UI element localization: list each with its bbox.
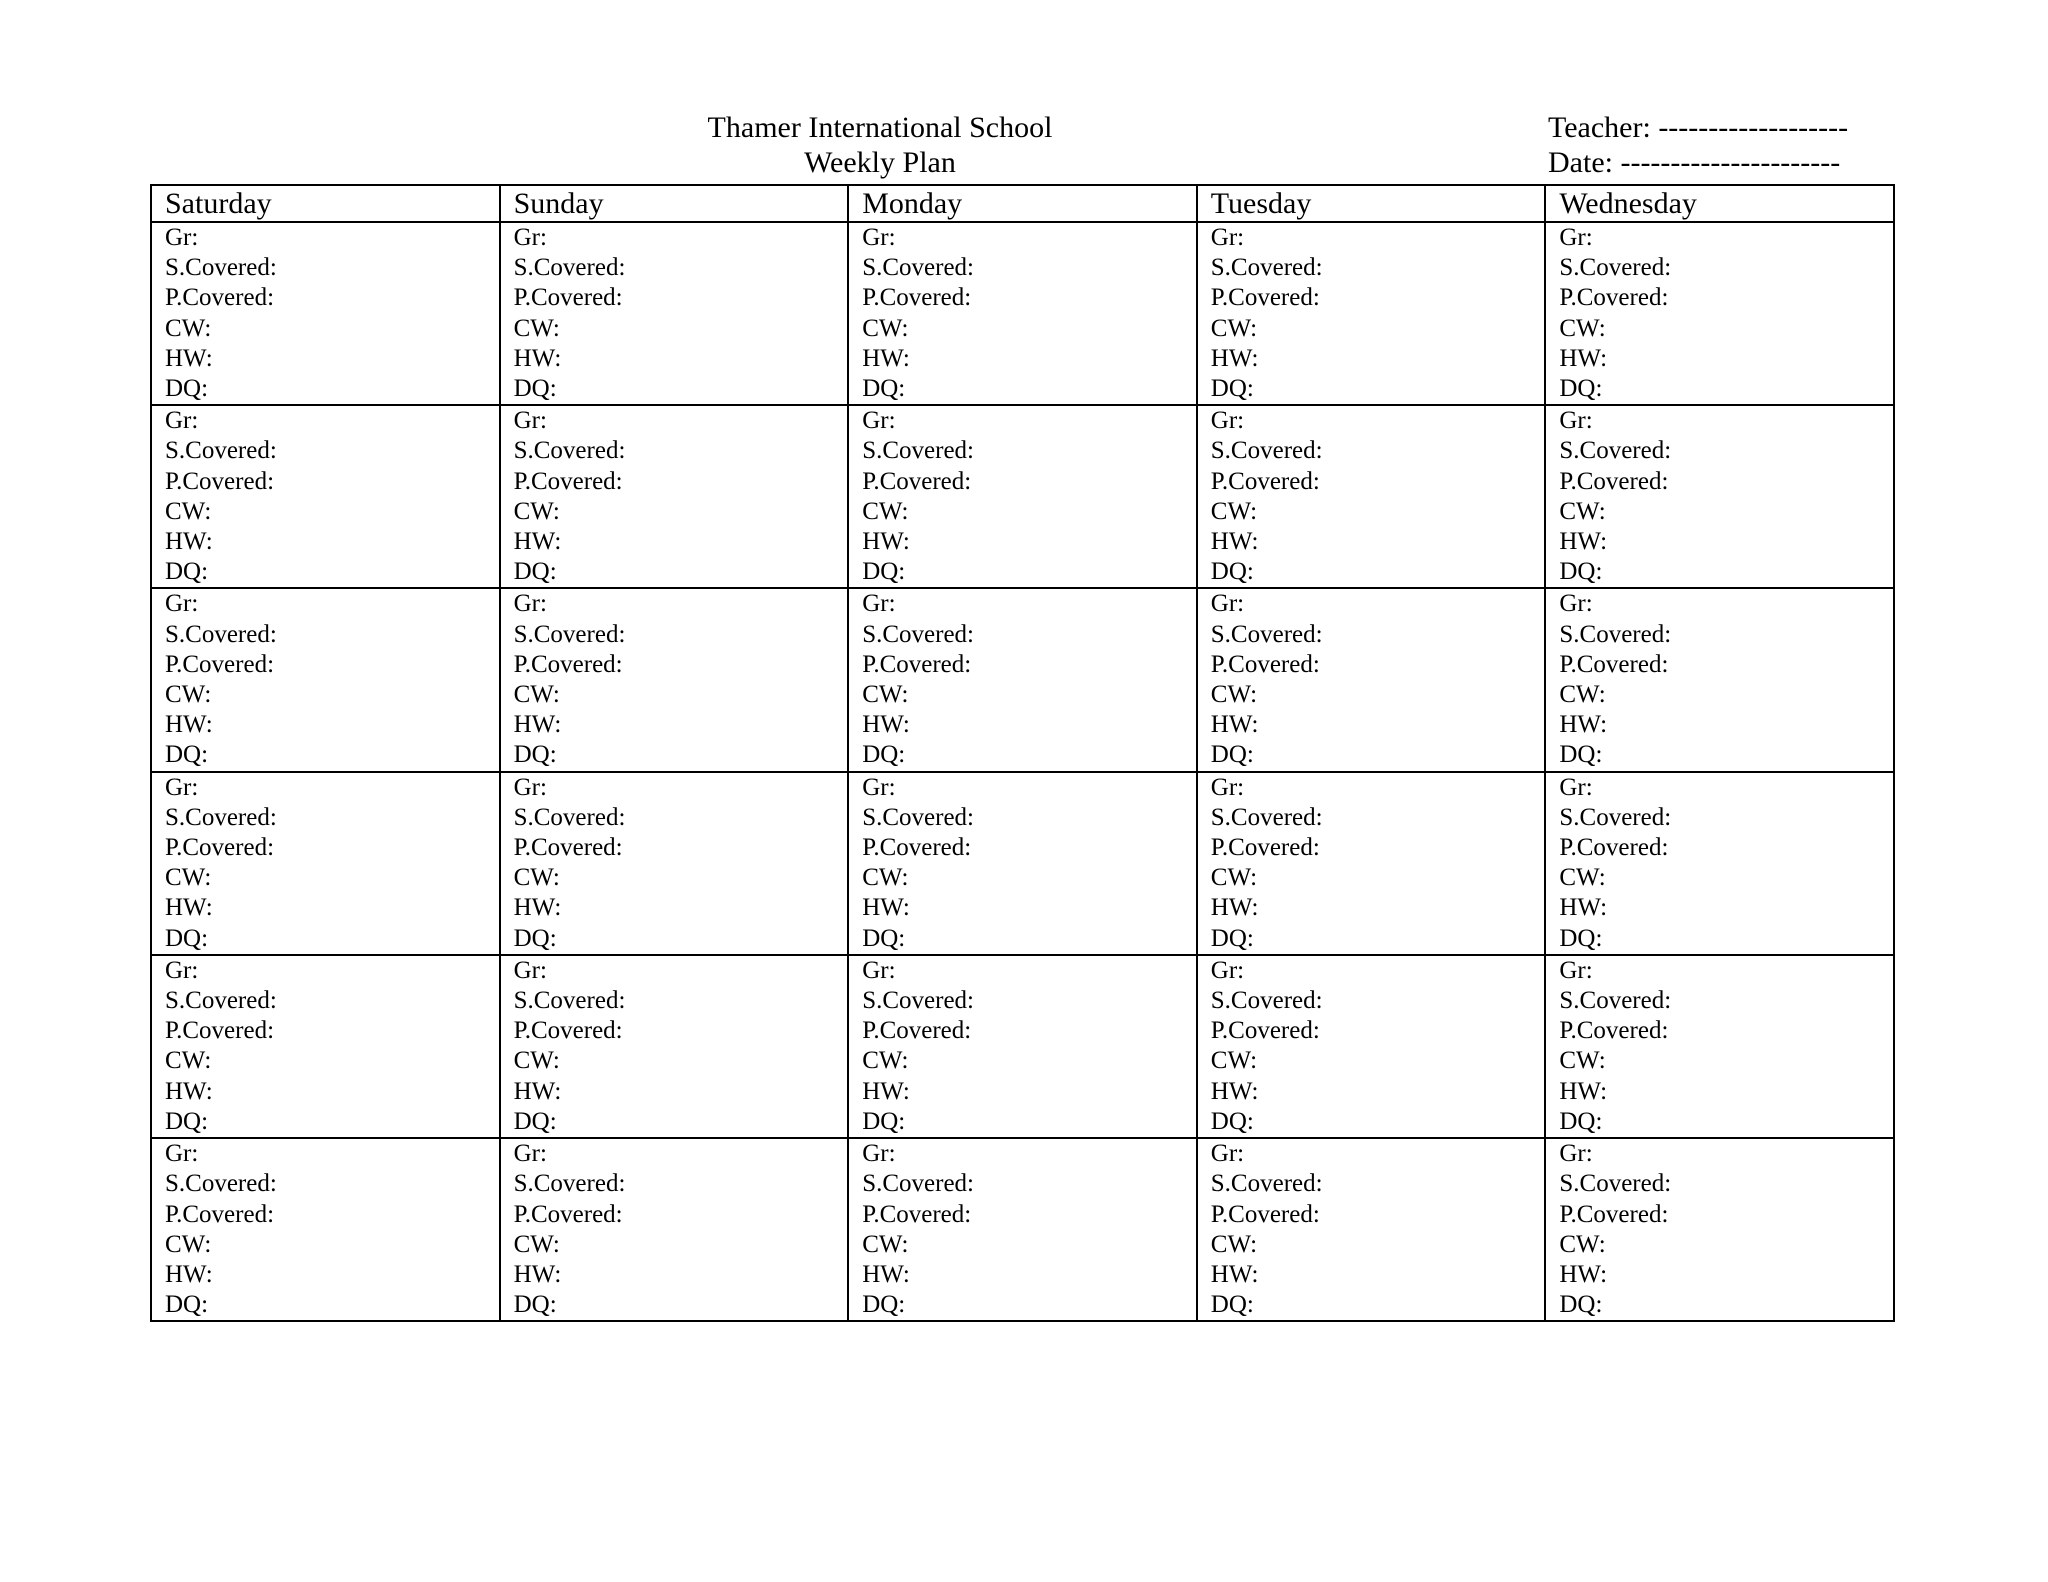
field-label: S.Covered: bbox=[1559, 987, 1672, 1015]
field-label: S.Covered: bbox=[513, 437, 626, 465]
field-label: Gr: bbox=[165, 1140, 199, 1168]
field-label: CW: bbox=[165, 681, 212, 709]
field-label: HW: bbox=[165, 1077, 213, 1105]
field-label: P.Covered: bbox=[1559, 1017, 1669, 1045]
plan-cell-wednesday bbox=[1545, 222, 1894, 405]
field-label: CW: bbox=[862, 681, 909, 709]
field-label: P.Covered: bbox=[862, 467, 972, 495]
field-label: Gr: bbox=[165, 407, 199, 435]
field-label: Gr: bbox=[165, 590, 199, 618]
school-name: Thamer International School bbox=[707, 111, 1053, 144]
field-label: DQ: bbox=[1210, 741, 1254, 769]
field-label: CW: bbox=[1559, 1230, 1606, 1258]
field-label: Gr: bbox=[513, 224, 547, 251]
field-label: P.Covered: bbox=[513, 284, 623, 312]
field-label: S.Covered: bbox=[862, 254, 974, 282]
field-label: Gr: bbox=[862, 1140, 896, 1168]
plan-cell-monday bbox=[848, 955, 1197, 1138]
field-label: DQ: bbox=[862, 375, 906, 403]
field-label: DQ: bbox=[165, 1291, 209, 1319]
plan-title: Weekly Plan bbox=[804, 146, 956, 179]
field-label: S.Covered: bbox=[165, 254, 277, 282]
field-label: Gr: bbox=[165, 956, 199, 984]
field-label: P.Covered: bbox=[1559, 1200, 1669, 1228]
field-label: Gr: bbox=[165, 224, 199, 251]
field-label: CW: bbox=[1559, 314, 1606, 342]
field-label: HW: bbox=[862, 894, 910, 922]
field-label: HW: bbox=[1210, 344, 1259, 372]
plan-cell-monday bbox=[848, 222, 1197, 405]
plan-cell-saturday bbox=[151, 588, 500, 771]
field-label: DQ: bbox=[1559, 1107, 1603, 1135]
field-label: Gr: bbox=[1210, 224, 1245, 251]
field-label: P.Covered: bbox=[165, 1200, 275, 1228]
field-label: HW: bbox=[1210, 711, 1259, 739]
field-label: Gr: bbox=[862, 407, 896, 435]
field-label: S.Covered: bbox=[1559, 254, 1672, 282]
field-label: DQ: bbox=[165, 924, 209, 952]
field-label: HW: bbox=[513, 1260, 562, 1288]
plan-cell-saturday bbox=[151, 222, 500, 405]
field-label: P.Covered: bbox=[1210, 467, 1320, 495]
field-label: P.Covered: bbox=[1210, 284, 1320, 312]
table-row bbox=[151, 222, 1894, 405]
field-label: DQ: bbox=[513, 375, 557, 403]
field-label: HW: bbox=[513, 894, 562, 922]
field-label: DQ: bbox=[862, 741, 906, 769]
field-label: CW: bbox=[513, 864, 560, 892]
field-label: S.Covered: bbox=[165, 620, 277, 648]
day-header-wednesday: Wednesday bbox=[1545, 185, 1894, 222]
field-label: S.Covered: bbox=[1559, 803, 1672, 831]
field-label: HW: bbox=[513, 711, 562, 739]
field-label: S.Covered: bbox=[513, 620, 626, 648]
field-label: DQ: bbox=[1559, 1291, 1603, 1319]
field-label: DQ: bbox=[165, 375, 209, 403]
field-label: S.Covered: bbox=[862, 1170, 974, 1198]
field-label: HW: bbox=[862, 1260, 910, 1288]
field-label: CW: bbox=[862, 497, 909, 525]
field-label: HW: bbox=[1559, 344, 1608, 372]
field-label: DQ: bbox=[513, 924, 557, 952]
field-label: HW: bbox=[165, 344, 213, 372]
field-label: S.Covered: bbox=[165, 1170, 277, 1198]
field-label: CW: bbox=[862, 864, 909, 892]
field-label: S.Covered: bbox=[165, 987, 277, 1015]
field-label: CW: bbox=[1210, 1230, 1258, 1258]
field-label: DQ: bbox=[862, 1291, 906, 1319]
table-row bbox=[151, 955, 1894, 1138]
day-header-tuesday: Tuesday bbox=[1197, 185, 1546, 222]
field-label: DQ: bbox=[1559, 741, 1603, 769]
field-label: Gr: bbox=[862, 956, 896, 984]
field-label: P.Covered: bbox=[513, 1017, 623, 1045]
field-label: CW: bbox=[1559, 681, 1606, 709]
field-label: HW: bbox=[1559, 711, 1608, 739]
field-label: S.Covered: bbox=[513, 1170, 626, 1198]
field-label: HW: bbox=[1559, 894, 1608, 922]
field-label: S.Covered: bbox=[1559, 1170, 1672, 1198]
field-label: DQ: bbox=[1210, 924, 1254, 952]
field-label: S.Covered: bbox=[1210, 437, 1323, 465]
field-label: P.Covered: bbox=[1559, 650, 1669, 678]
day-header-saturday: Saturday bbox=[151, 185, 500, 222]
field-label: CW: bbox=[513, 497, 560, 525]
plan-cell-sunday bbox=[500, 588, 849, 771]
plan-cell-sunday bbox=[500, 955, 849, 1138]
field-label: P.Covered: bbox=[513, 650, 623, 678]
table-row bbox=[151, 588, 1894, 771]
field-label: CW: bbox=[862, 314, 909, 342]
field-label: DQ: bbox=[1559, 375, 1603, 403]
field-label: CW: bbox=[165, 314, 212, 342]
field-label: S.Covered: bbox=[1210, 803, 1323, 831]
field-label: P.Covered: bbox=[165, 1017, 275, 1045]
plan-cell-tuesday bbox=[1197, 588, 1546, 771]
field-label: Gr: bbox=[1210, 590, 1245, 618]
field-label: Gr: bbox=[1210, 773, 1245, 801]
field-label: HW: bbox=[165, 894, 213, 922]
field-label: P.Covered: bbox=[165, 834, 275, 862]
field-label: CW: bbox=[862, 1047, 909, 1075]
field-label: CW: bbox=[513, 681, 560, 709]
field-label: DQ: bbox=[1559, 558, 1603, 586]
plan-cell-tuesday bbox=[1197, 405, 1546, 588]
plan-cell-saturday bbox=[151, 1138, 500, 1321]
field-label: DQ: bbox=[862, 558, 906, 586]
plan-cell-sunday bbox=[500, 1138, 849, 1321]
plan-cell-saturday bbox=[151, 772, 500, 955]
plan-cell-monday bbox=[848, 405, 1197, 588]
field-label: DQ: bbox=[1210, 1291, 1254, 1319]
field-label: DQ: bbox=[165, 558, 209, 586]
plan-cell-saturday bbox=[151, 955, 500, 1138]
weekly-plan-table bbox=[150, 184, 1895, 1322]
field-label: S.Covered: bbox=[862, 803, 974, 831]
field-label: Gr: bbox=[1559, 224, 1593, 251]
table-row bbox=[151, 1138, 1894, 1321]
field-label: Gr: bbox=[1210, 956, 1245, 984]
field-label: CW: bbox=[1210, 497, 1258, 525]
field-label: Gr: bbox=[513, 956, 547, 984]
field-label: S.Covered: bbox=[165, 437, 277, 465]
field-label: DQ: bbox=[1210, 558, 1254, 586]
plan-cell-tuesday bbox=[1197, 772, 1546, 955]
field-label: HW: bbox=[1210, 1260, 1259, 1288]
field-label: CW: bbox=[1210, 681, 1258, 709]
field-label: S.Covered: bbox=[1210, 620, 1323, 648]
field-label: DQ: bbox=[1559, 924, 1603, 952]
field-label: S.Covered: bbox=[165, 803, 277, 831]
field-label: DQ: bbox=[513, 1107, 557, 1135]
field-label: HW: bbox=[165, 1260, 213, 1288]
field-label: P.Covered: bbox=[1210, 1017, 1320, 1045]
field-label: CW: bbox=[862, 1230, 909, 1258]
field-label: P.Covered: bbox=[1210, 650, 1320, 678]
field-label: Gr: bbox=[1559, 590, 1593, 618]
field-label: S.Covered: bbox=[513, 987, 626, 1015]
field-label: S.Covered: bbox=[862, 987, 974, 1015]
plan-cell-wednesday bbox=[1545, 1138, 1894, 1321]
field-label: P.Covered: bbox=[165, 650, 275, 678]
field-label: HW: bbox=[165, 528, 213, 556]
field-label: CW: bbox=[165, 1047, 212, 1075]
plan-cell-sunday bbox=[500, 405, 849, 588]
field-label: HW: bbox=[1210, 1077, 1259, 1105]
field-label: HW: bbox=[1559, 1077, 1608, 1105]
field-label: S.Covered: bbox=[1559, 620, 1672, 648]
field-label: Gr: bbox=[1559, 956, 1593, 984]
field-label: DQ: bbox=[1210, 375, 1254, 403]
table-row bbox=[151, 405, 1894, 588]
field-label: P.Covered: bbox=[165, 467, 275, 495]
field-label: HW: bbox=[862, 1077, 910, 1105]
table-row bbox=[151, 772, 1894, 955]
field-label: HW: bbox=[513, 1077, 562, 1105]
plan-cell-tuesday bbox=[1197, 955, 1546, 1138]
field-label: CW: bbox=[513, 1047, 560, 1075]
field-label: P.Covered: bbox=[1559, 284, 1669, 312]
field-label: Gr: bbox=[1559, 407, 1593, 435]
field-label: CW: bbox=[513, 314, 560, 342]
field-label: CW: bbox=[1559, 497, 1606, 525]
field-label: HW: bbox=[1210, 528, 1259, 556]
plan-cell-monday bbox=[848, 1138, 1197, 1321]
field-label: Gr: bbox=[513, 590, 547, 618]
field-label: S.Covered: bbox=[513, 254, 626, 282]
field-label: P.Covered: bbox=[513, 834, 623, 862]
field-label: HW: bbox=[513, 344, 562, 372]
field-label: HW: bbox=[862, 528, 910, 556]
field-label: Gr: bbox=[513, 407, 547, 435]
field-label: P.Covered: bbox=[862, 650, 972, 678]
field-label: HW: bbox=[513, 528, 562, 556]
field-label: P.Covered: bbox=[862, 834, 972, 862]
plan-cell-wednesday bbox=[1545, 405, 1894, 588]
field-label: HW: bbox=[862, 711, 910, 739]
field-label: P.Covered: bbox=[862, 1200, 972, 1228]
plan-cell-sunday bbox=[500, 222, 849, 405]
field-label: HW: bbox=[1559, 1260, 1608, 1288]
field-label: P.Covered: bbox=[1559, 467, 1669, 495]
field-label: DQ: bbox=[513, 558, 557, 586]
plan-cell-wednesday bbox=[1545, 772, 1894, 955]
plan-cell-tuesday bbox=[1197, 222, 1546, 405]
field-label: Gr: bbox=[165, 773, 199, 801]
field-label: CW: bbox=[165, 497, 212, 525]
field-label: DQ: bbox=[513, 1291, 557, 1319]
field-label: P.Covered: bbox=[1210, 834, 1320, 862]
field-label: S.Covered: bbox=[862, 620, 974, 648]
field-label: P.Covered: bbox=[1210, 1200, 1320, 1228]
field-label: S.Covered: bbox=[1210, 1170, 1323, 1198]
day-header-row bbox=[151, 185, 1894, 222]
field-label: S.Covered: bbox=[862, 437, 974, 465]
plan-cell-saturday bbox=[151, 405, 500, 588]
field-label: P.Covered: bbox=[862, 1017, 972, 1045]
field-label: DQ: bbox=[862, 924, 906, 952]
plan-cell-wednesday bbox=[1545, 955, 1894, 1138]
plan-cell-sunday bbox=[500, 772, 849, 955]
day-header-sunday: Sunday bbox=[500, 185, 849, 222]
field-label: HW: bbox=[1210, 894, 1259, 922]
field-label: P.Covered: bbox=[862, 284, 972, 312]
field-label: DQ: bbox=[862, 1107, 906, 1135]
field-label: Gr: bbox=[862, 224, 896, 251]
field-label: DQ: bbox=[165, 1107, 209, 1135]
plan-body bbox=[151, 222, 1894, 1321]
plan-cell-monday bbox=[848, 588, 1197, 771]
field-label: HW: bbox=[165, 711, 213, 739]
field-label: Gr: bbox=[1210, 407, 1245, 435]
field-label: P.Covered: bbox=[165, 284, 275, 312]
field-label: CW: bbox=[1210, 314, 1258, 342]
field-label: CW: bbox=[513, 1230, 560, 1258]
field-label: Gr: bbox=[1559, 1140, 1593, 1168]
field-label: Gr: bbox=[862, 590, 896, 618]
field-label: DQ: bbox=[165, 741, 209, 769]
field-label: CW: bbox=[1210, 864, 1258, 892]
field-label: CW: bbox=[1210, 1047, 1258, 1075]
field-label: HW: bbox=[862, 344, 910, 372]
field-label: CW: bbox=[1559, 864, 1606, 892]
plan-cell-monday bbox=[848, 772, 1197, 955]
plan-cell-wednesday bbox=[1545, 588, 1894, 771]
field-label: Gr: bbox=[513, 1140, 547, 1168]
date-field: Date: ---------------------- bbox=[1548, 146, 1841, 179]
field-label: Gr: bbox=[1559, 773, 1593, 801]
field-label: P.Covered: bbox=[513, 467, 623, 495]
field-label: CW: bbox=[165, 1230, 212, 1258]
field-label: Gr: bbox=[862, 773, 896, 801]
field-label: S.Covered: bbox=[1210, 987, 1323, 1015]
field-label: P.Covered: bbox=[1559, 834, 1669, 862]
field-label: DQ: bbox=[513, 741, 557, 769]
day-header-monday: Monday bbox=[848, 185, 1197, 222]
field-label: P.Covered: bbox=[513, 1200, 623, 1228]
field-label: DQ: bbox=[1210, 1107, 1254, 1135]
field-label: HW: bbox=[1559, 528, 1608, 556]
teacher-field: Teacher: ------------------- bbox=[1548, 111, 1849, 144]
field-label: Gr: bbox=[1210, 1140, 1245, 1168]
field-label: CW: bbox=[165, 864, 212, 892]
field-label: Gr: bbox=[513, 773, 547, 801]
field-label: S.Covered: bbox=[1559, 437, 1672, 465]
field-label: S.Covered: bbox=[513, 803, 626, 831]
plan-cell-tuesday bbox=[1197, 1138, 1546, 1321]
field-label: S.Covered: bbox=[1210, 254, 1323, 282]
field-label: CW: bbox=[1559, 1047, 1606, 1075]
